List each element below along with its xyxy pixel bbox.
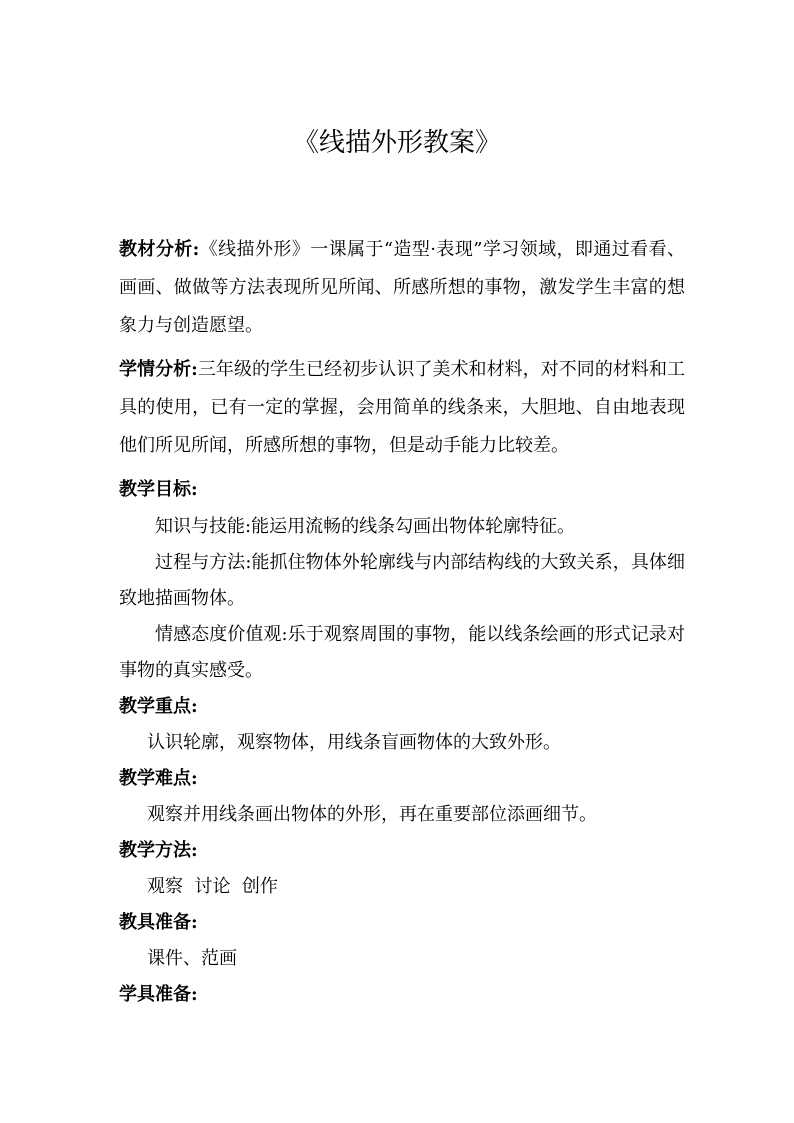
methods-text: 观察 讨论 创作 [147, 876, 278, 897]
material-analysis-label: 教材分析: [119, 239, 200, 260]
student-aids-heading: 学具准备: [119, 984, 198, 1005]
difficulties-heading: 教学难点: [119, 768, 198, 789]
material-analysis-paragraph [119, 231, 685, 345]
objectives-heading: 教学目标: [119, 479, 198, 500]
student-analysis-paragraph [119, 351, 685, 465]
document-body [119, 231, 685, 1013]
key-points-heading: 教学重点: [119, 696, 198, 717]
objective-process: 过程与方法:能抓住物体外轮廓线与内部结构线的大致关系，具体细致地描画物体。 [119, 552, 685, 609]
objective-knowledge: 知识与技能:能运用流畅的线条勾画出物体轮廓特征。 [155, 516, 576, 537]
material-analysis-text: 《线描外形》一课属于“造型·表现”学习领域，即通过看看、画画、做做等方法表现所见所闻、所感所想的事物，激发学生丰富的想象力与创造愿望。 [119, 239, 685, 336]
methods-heading: 教学方法: [119, 840, 198, 861]
student-analysis-label: 学情分析: [119, 359, 198, 380]
document-title: 《线描外形教案》 [292, 128, 501, 158]
difficulties-text: 观察并用线条画出物体的外形，再在重要部位添画细节。 [147, 804, 597, 825]
student-analysis-text: 三年级的学生已经初步认识了美术和材料，对不同的材料和工具的使用，已有一定的掌握，会用简单的线条来，大胆地、自由地表现他们所见所闻，所感所想的事物，但是动手能力比较差。 [119, 359, 685, 456]
key-points-text: 认识轮廓，观察物体，用线条盲画物体的大致外形。 [147, 732, 561, 753]
objective-attitude: 情感态度价值观:乐于观察周围的事物，能以线条绘画的形式记录对事物的真实感受。 [119, 624, 685, 681]
teaching-aids-heading: 教具准备: [119, 912, 198, 933]
teaching-aids-text: 课件、范画 [147, 948, 237, 969]
